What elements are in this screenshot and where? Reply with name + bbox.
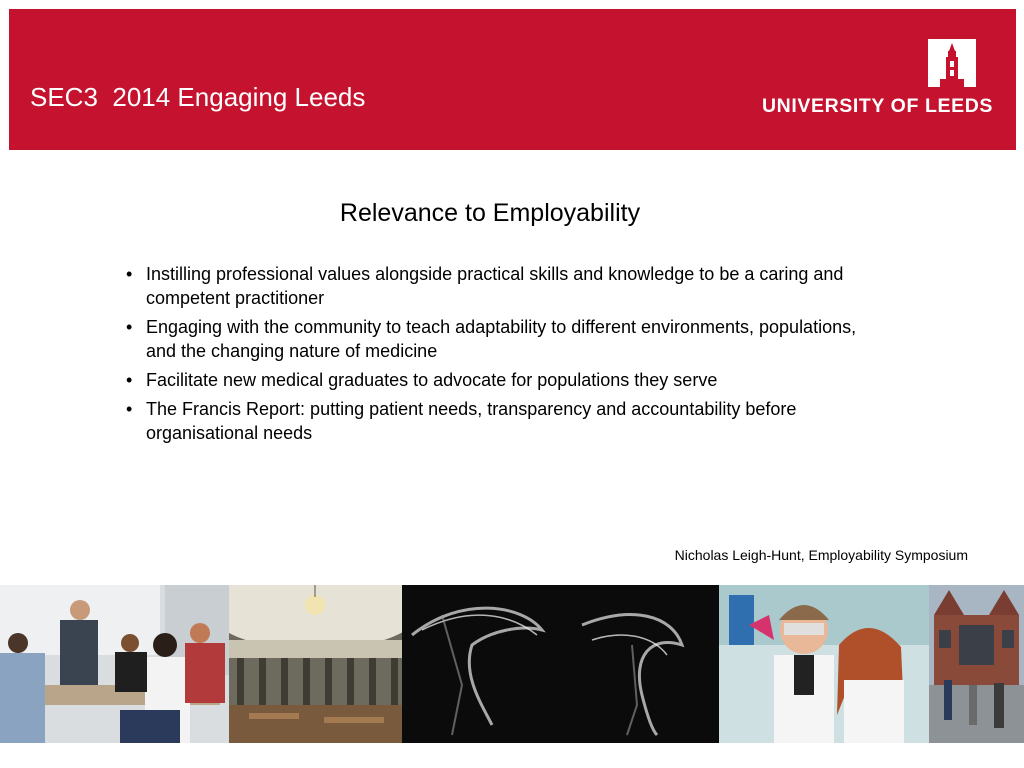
bullet-item [126,315,886,363]
light-trails-photo [402,585,719,743]
bullet-text: Instilling professional values alongside practical skills and knowledge to be a caring and competent practitioner [146,264,844,308]
slide-title: Relevance to Employability [339,199,641,227]
presentation-title: SEC3 2014 Engaging Leeds [30,82,366,112]
photo-strip [0,585,1024,743]
header-band [9,9,1016,150]
bullet-dot-icon: • [126,264,133,284]
bullet-text: Engaging with the community to teach adaptability to different environments, populations, and the changing nature of medicine [146,317,857,361]
university-logo [928,39,976,87]
lab-students-photo [719,585,929,743]
bullet-text: The Francis Report: putting patient needs, transparency and accountability before organisational needs [146,399,797,443]
university-building-photo [929,585,1024,743]
bullet-text: Facilitate new medical graduates to advocate for populations they serve [146,370,718,390]
bullet-dot-icon: • [126,317,133,337]
library-dome-photo [229,585,402,743]
university-wordmark: UNIVERSITY OF LEEDS [762,95,993,117]
bullet-dot-icon: • [126,399,133,419]
bullet-dot-icon: • [126,370,133,390]
bullet-list [126,262,886,450]
author-credit: Nicholas Leigh-Hunt, Employability Symposium [674,547,968,563]
classroom-photo [0,585,229,743]
bullet-item [126,397,886,445]
parkinson-tower-icon [928,39,976,87]
bullet-item [126,368,886,392]
bullet-item [126,262,886,310]
